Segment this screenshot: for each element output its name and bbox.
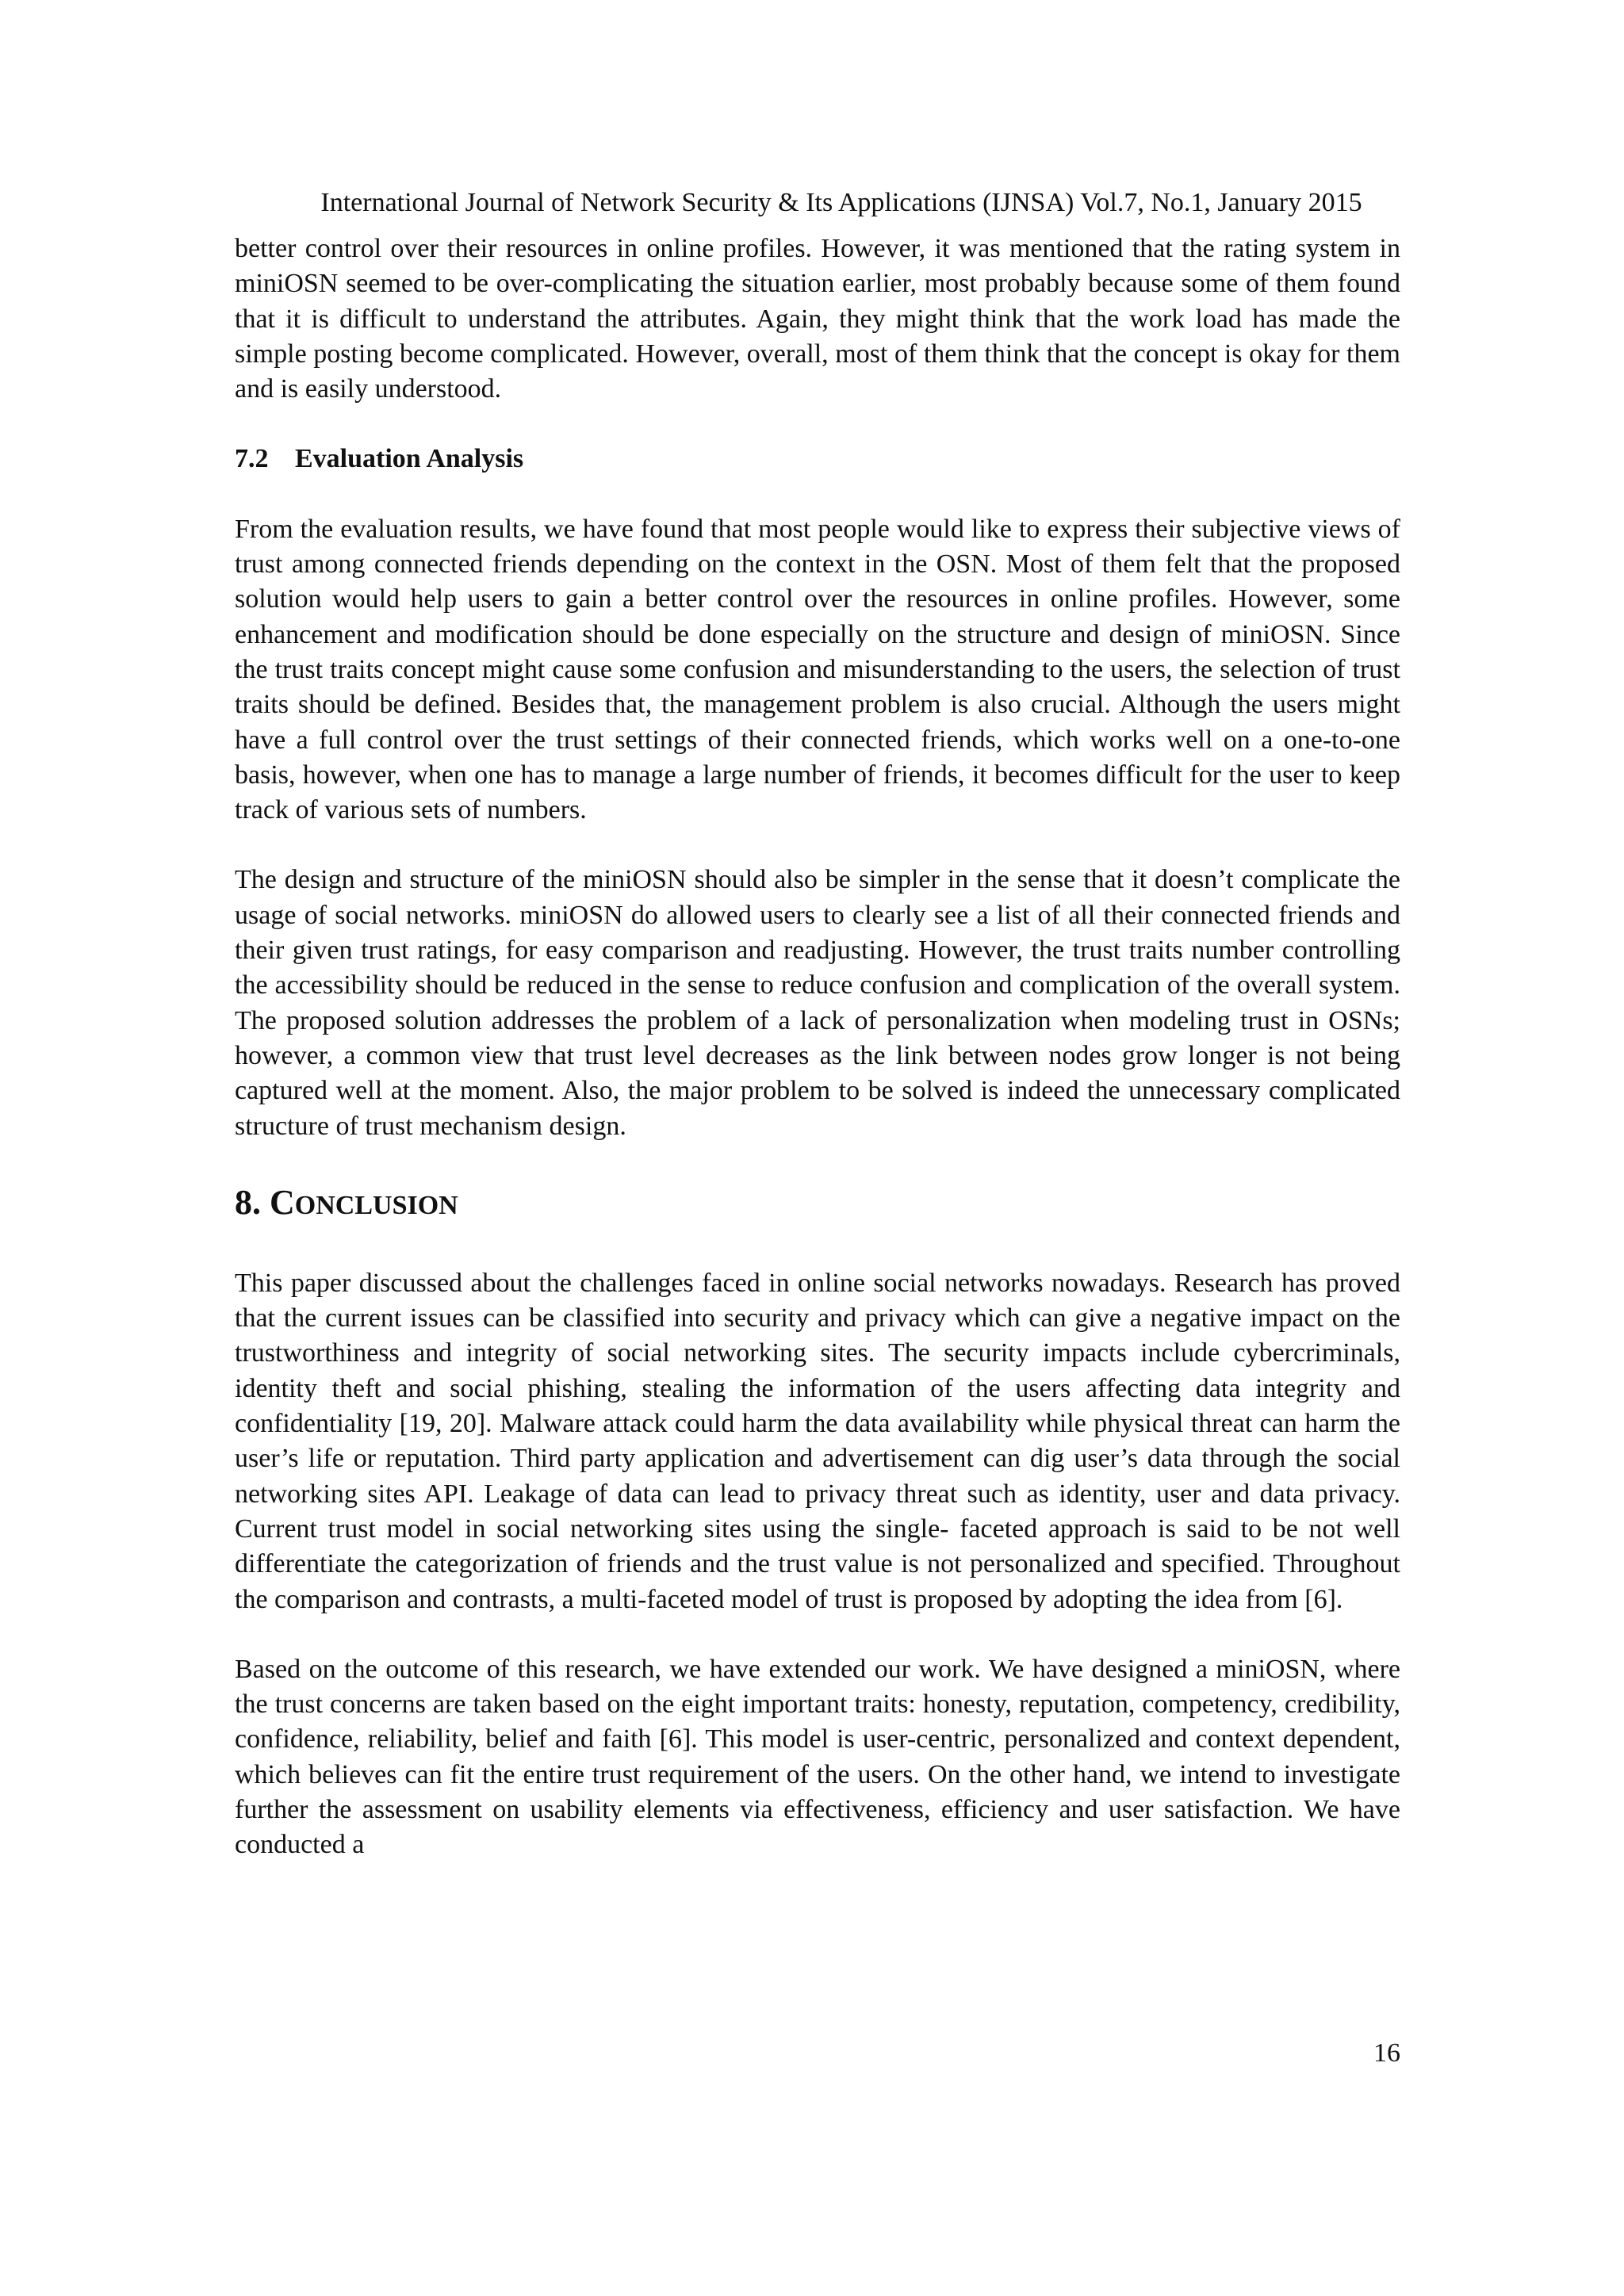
paragraph-analysis-2: The design and structure of the miniOSN should also be simpler in the sense that it doesn’t complicate the usage of social networks. miniOSN do allowed users to clearly see a list of all their connected friends and their given trust ratings, for easy comparison and readjusting. However, the trust traits number controlling the accessibility should be reduced in the sense to reduce confusion and complication of the overall system. The proposed solution addresses the problem of a lack of personalization when modeling trust in OSNs; however, a common view that trust level decreases as the link between nodes grow longer is not being captured well at the moment. Also, the major problem to be solved is indeed the unnecessary complicated structure of trust mechanism design. <box>235 865 1400 1141</box>
section-title-rest: ONCLUSION <box>294 1190 458 1220</box>
running-header: International Journal of Network Security & Its Applications (IJNSA) Vol.7, No.1, January 2015 <box>320 188 1362 217</box>
page-number: 16 <box>1373 2038 1400 2068</box>
section-title-initial: C <box>270 1182 295 1222</box>
section-title: Evaluation Analysis <box>295 444 524 474</box>
paragraph-intro: better control over their resources in online profiles. However, it was mentioned that the rating system in miniOSN seemed to be over-complicating the situation earlier, most probably because some of them found that it is difficult to understand the attributes. Again, they might think that the work load has made the simple posting become complicated. However, overall, most of them think that the concept is okay for them and is easily understood. <box>235 234 1400 404</box>
section-number: 7.2 <box>235 444 269 474</box>
paragraph-conclusion-1: This paper discussed about the challenges faced in online social networks nowadays. Research has proved that the current issues can be classified into security and privacy which can give a negative impact on the trustworthiness and integrity of social networking sites. The security impacts include cybercriminals, identity theft and social phishing, stealing the information of the users affecting data integrity and confidentiality [19, 20]. Malware attack could harm the data availability while physical threat can harm the user’s life or reputation. Third party application and advertisement can dig user’s data through the social networking sites API. Leakage of data can lead to privacy threat such as identity, user and data privacy. Current trust model in social networking sites using the single- faceted approach is said to be not well differentiate the categorization of friends and the trust value is not personalized and specified. Throughout the comparison and contrasts, a multi-faceted model of trust is proposed by adopting the idea from [6]. <box>235 1268 1400 1614</box>
section-number: 8. <box>235 1182 261 1222</box>
section-heading-conclusion <box>235 1179 1400 1230</box>
section-heading-evaluation-analysis <box>235 442 1400 476</box>
paragraph-analysis-1: From the evaluation results, we have found that most people would like to express their subjective views of trust among connected friends depending on the context in the OSN. Most of them felt that the proposed solution would help users to gain a better control over the resources in online profiles. However, some enhancement and modification should be done especially on the structure and design of miniOSN. Since the trust traits concept might cause some confusion and misunderstanding to the users, the selection of trust traits should be defined. Besides that, the management problem is also crucial. Although the users might have a full control over the trust settings of their connected friends, which works well on a one-to-one basis, however, when one has to manage a large number of friends, it becomes difficult for the user to keep track of various sets of numbers. <box>235 514 1400 825</box>
paragraph-conclusion-2: Based on the outcome of this research, we have extended our work. We have designed a miniOSN, where the trust concerns are taken based on the eight important traits: honesty, reputation, competency, credibility, confidence, reliability, belief and faith [6]. This model is user-centric, personalized and context dependent, which believes can fit the entire trust requirement of the users. On the other hand, we intend to investigate further the assessment on usability elements via effectiveness, efficiency and user satisfaction. We have conducted a <box>235 1654 1400 1860</box>
paper-page <box>235 0 1400 2296</box>
body-text <box>235 232 1400 1863</box>
